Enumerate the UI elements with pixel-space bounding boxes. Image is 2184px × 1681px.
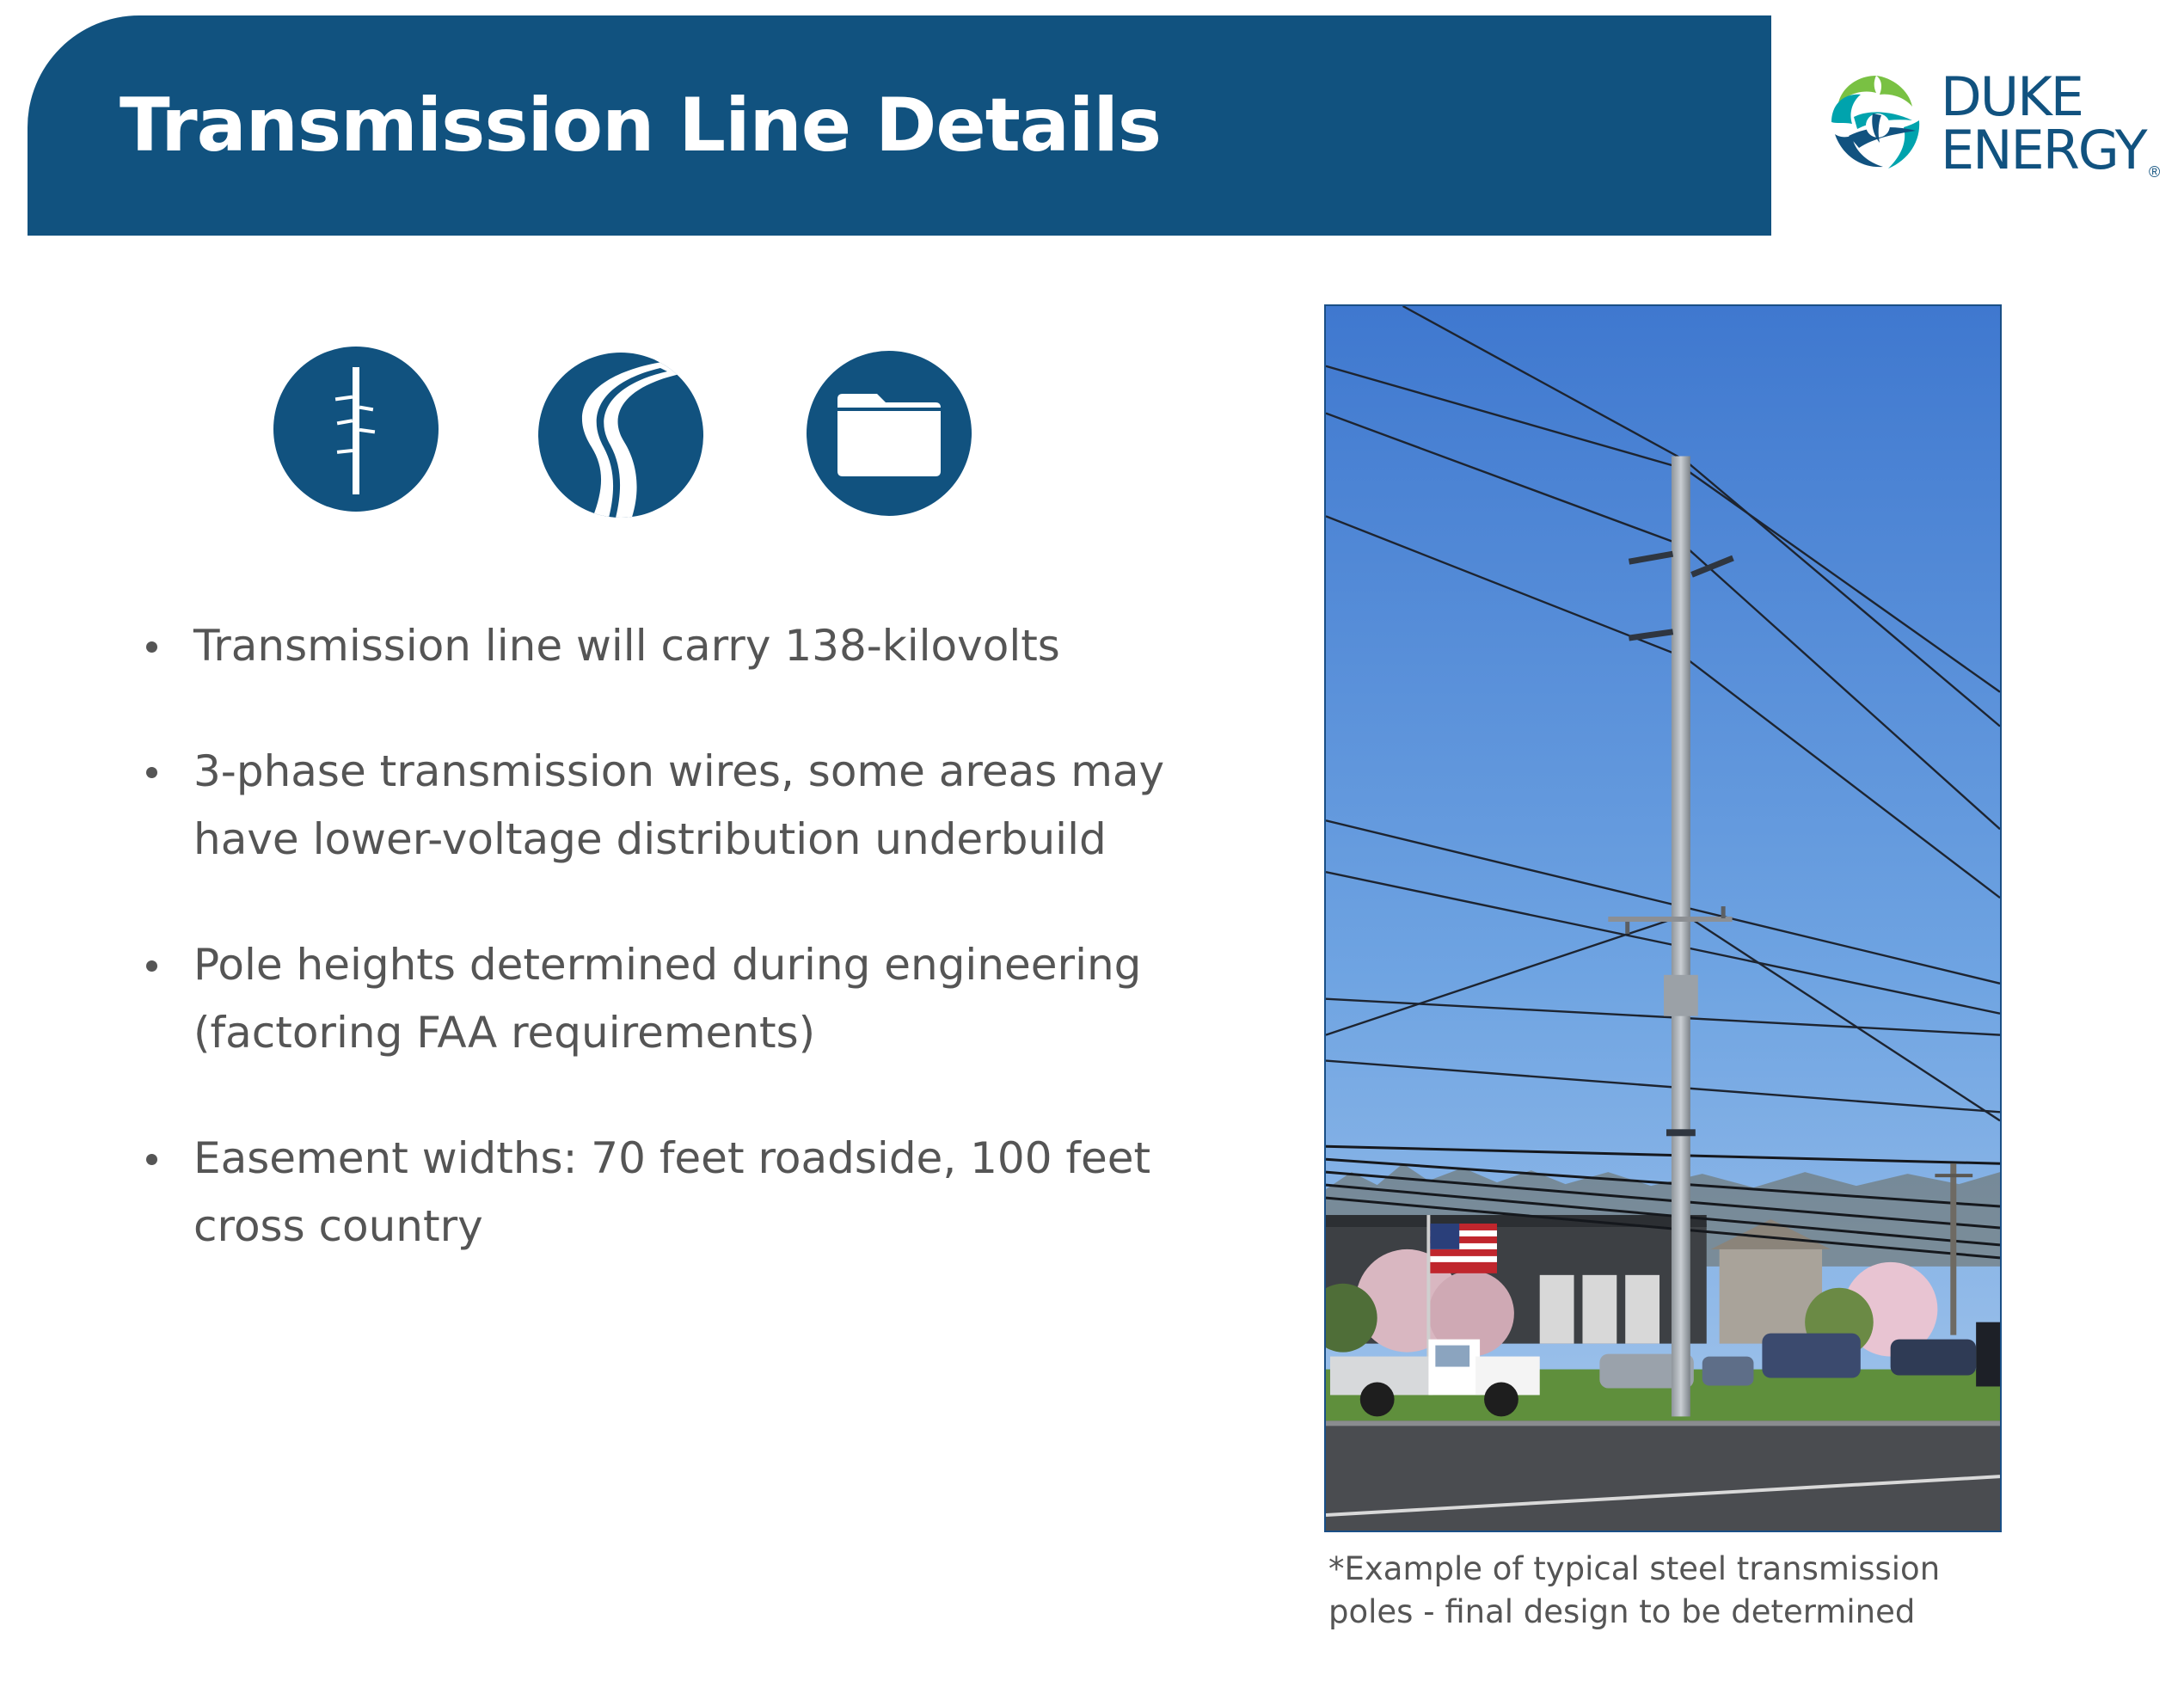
winding-road-icon bbox=[538, 353, 703, 518]
title-banner bbox=[28, 15, 1771, 236]
bullet-dot-icon bbox=[146, 767, 157, 778]
logo-wordmark-line1: DUKE bbox=[1941, 65, 2083, 128]
bullet-item: Easement widths: 70 feet roadside, 100 feet cross country bbox=[138, 1125, 1221, 1261]
bullet-dot-icon bbox=[146, 960, 157, 972]
transmission-pole-photo bbox=[1324, 304, 2002, 1532]
logo-wordmark-line2: ENERGY bbox=[1941, 119, 2146, 181]
utility-pole-icon bbox=[273, 347, 439, 512]
bullet-dot-icon bbox=[146, 1154, 157, 1165]
page-title: Transmission Line Details bbox=[120, 83, 1162, 169]
details-bullet-list bbox=[138, 612, 1221, 1318]
photo-caption: *Example of typical steel transmission poles - final design to be determined bbox=[1328, 1550, 1941, 1630]
bullet-item: 3-phase transmission wires, some areas may have lower-voltage distribution underbuild bbox=[138, 738, 1221, 874]
duke-energy-logo-mark-icon bbox=[1823, 69, 1930, 181]
registered-mark: ® bbox=[2149, 163, 2161, 181]
bullet-dot-icon bbox=[146, 641, 157, 653]
bullet-item: Transmission line will carry 138-kilovolts bbox=[138, 612, 1221, 680]
bullet-item: Pole heights determined during engineering (factoring FAA requirements) bbox=[138, 931, 1221, 1067]
folder-icon bbox=[807, 351, 972, 516]
duke-energy-logo bbox=[1823, 65, 2175, 189]
